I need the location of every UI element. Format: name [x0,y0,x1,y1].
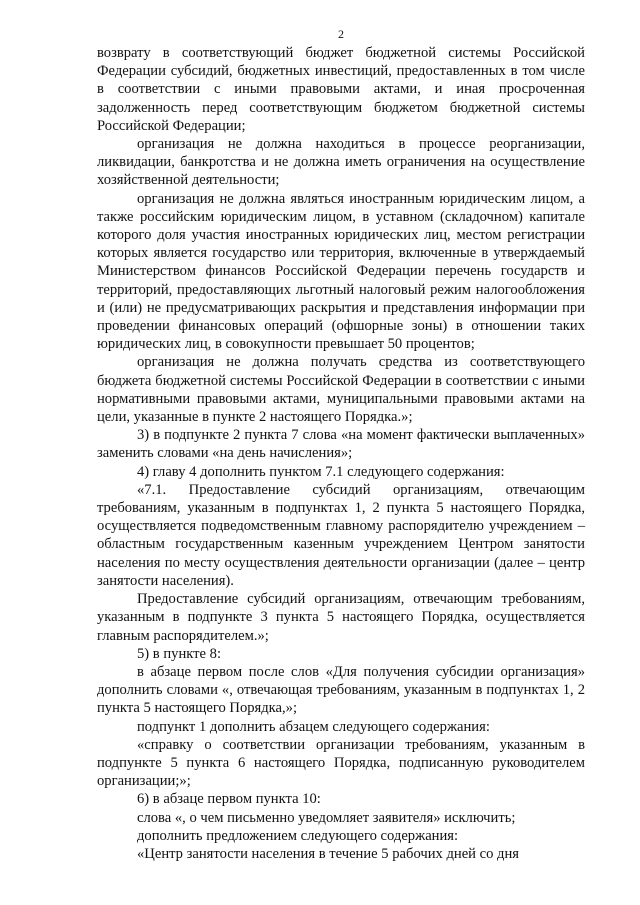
paragraph-continuation: возврату в соответствующий бюджет бюджетной системы Российской Федерации субсидий, бюджетных инвестиций, предоставленных в том числе в соответствии с иными правовыми актами, и иная просроченная задолженность перед соответствующим бюджетом бюджетной системы Российской Федерации; [97,45,585,134]
paragraph-clause-7-1-second: Предоставление субсидий организациям, отвечающим требованиям, указанным в подпункте 3 пункта 5 настоящего Порядка, осуществляется главным распорядителем.»; [97,591,585,644]
paragraph-employment-center: «Центр занятости населения в течение 5 рабочих дней со дня [137,845,520,862]
paragraph-add-sentence: дополнить предложением следующего содержания: [137,827,459,844]
paragraph-item-3: 3) в подпункте 2 пункта 7 слова «на момент фактически выплаченных» заменить словами «на день начисления»; [97,427,585,462]
paragraph-clause-7-1: «7.1. Предоставление субсидий организациям, отвечающим требованиям, указанным в подпунктах 1, 2 пункта 5 настоящего Порядка, осуществляется подведомственным главному распорядителю учреждением – областным государственным казенным учреждением Центром занятости населения по месту осуществления деятельности организации (далее – центр занятости населения). [97,481,585,589]
paragraph-certificate: «справку о соответствии организации требованиям, указанным в подпункте 5 пункта 6 настоящего Порядка, подписанную руководителем организации;»; [97,736,585,790]
paragraph-words-excluded: слова «, о чем письменно уведомляет заявителя» исключить; [137,809,516,826]
paragraph-not-foreign-entity: организация не должна являться иностранным юридическим лицом, а также российским юридическим лицом, в уставном (складочном) капитале которого доля участия иностранных юридических лиц, местом регистрации которых является государство или территория, включенные в утверждаемый Министерством финансов Российской Федерации перечень государств и территорий, предоставляющих льготный налоговый режим налогообложения и (или) не предусматривающих раскрытия и представления информации при проведении финансовых операций (офшорные зоны) в отношении таких юридических лиц, в совокупности превышает 50 процентов; [97,190,585,353]
page-number: 2 [338,27,344,41]
document-page [97,0,585,863]
paragraph-subitem-1-addition: подпункт 1 дополнить абзацем следующего содержания: [137,718,490,735]
paragraph-item-5: 5) в пункте 8: [137,645,222,662]
paragraph-item-4: 4) главу 4 дополнить пунктом 7.1 следующего содержания: [137,463,505,480]
paragraph-item-5-first-subparagraph: в абзаце первом после слов «Для получения субсидии организация» дополнить словами «, отвечающая требованиям, указанным в подпунктах 1, 2 пункта 5 настоящего Порядка,»; [97,663,585,717]
paragraph-no-reorganization: организация не должна находиться в процессе реорганизации, ликвидации, банкротства и не должна иметь ограничения на осуществление хозяйственной деятельности; [97,136,585,189]
paragraph-no-other-funds: организация не должна получать средства из соответствующего бюджета бюджетной системы Российской Федерации в соответствии с иными нормативными правовыми актами, муниципальными правовыми актами на цели, указанные в пункте 2 настоящего Порядка.»; [97,354,585,426]
paragraph-item-6: 6) в абзаце первом пункта 10: [137,791,321,808]
